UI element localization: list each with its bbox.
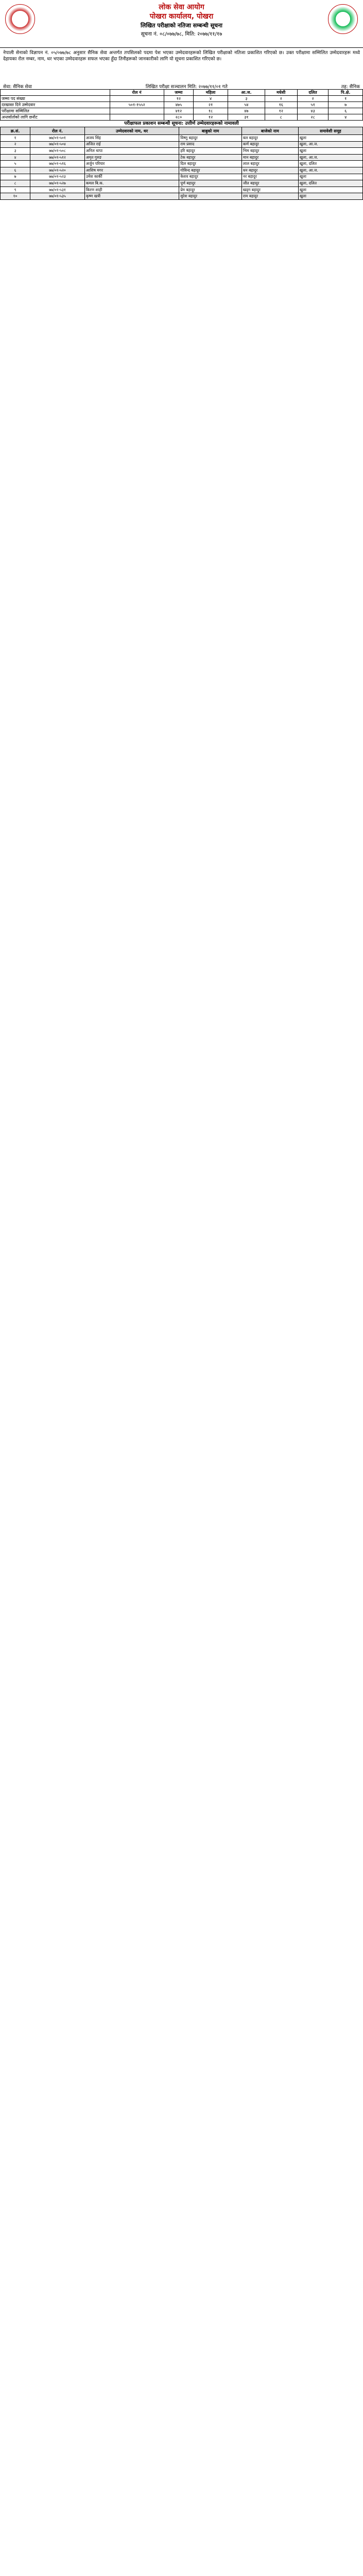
summary-cell <box>110 108 164 114</box>
notice-title: लिखित परीक्षाको नतिजा सम्बन्धी सूचना <box>141 22 222 29</box>
summary-cell: १२ <box>194 114 228 121</box>
office-name: पोखरा कार्यालय, पोखरा <box>149 12 214 21</box>
summary-cell: १८ <box>194 108 228 114</box>
result-cell: ८ <box>1 180 30 187</box>
result-row <box>1 187 363 193</box>
summary-header-cell: पि.क्षे. <box>329 90 363 96</box>
summary-header-cell: दलित <box>297 90 329 96</box>
result-cell: मान बहादुर <box>241 154 298 161</box>
result-cell: खुला, आ.ज. <box>298 141 362 148</box>
summary-cell: ४ <box>329 114 363 121</box>
summary-cell: ५०१-१५५२ <box>110 102 164 108</box>
result-cell: २ <box>1 141 30 148</box>
summary-cell <box>110 96 164 102</box>
org-name: लोक सेवा आयोग <box>159 3 204 11</box>
summary-header-cell: जम्मा <box>164 90 193 96</box>
summary-cell: ५१ <box>297 102 329 108</box>
result-cell: टेक बहादुर <box>179 154 242 161</box>
meta-exam-date: लिखित परीक्षा सञ्चालन मिति: २०७७/११/०१ गते <box>145 84 228 90</box>
summary-row <box>1 108 363 114</box>
result-cell: बल बहादुर <box>241 135 298 142</box>
result-cell: ७७/०१-५२० <box>30 167 85 174</box>
summary-cell: ८ <box>265 114 297 121</box>
result-cell: प्रेम बहादुर <box>179 187 242 193</box>
result-cell: उमेश कार्की <box>84 174 179 180</box>
result-cell: भिम बहादुर <box>241 148 298 155</box>
summary-cell: २१ <box>194 102 228 108</box>
result-cell: खुला <box>298 148 362 155</box>
summary-header-cell: मधेशी <box>265 90 297 96</box>
result-cell: खुला, दलित <box>298 161 362 167</box>
result-cell: खुला, आ.ज. <box>298 154 362 161</box>
summary-cell: ६ <box>329 108 363 114</box>
summary-cell: अन्तर्वार्ताको लागि छनौट <box>1 114 110 121</box>
summary-cell: १६ <box>265 102 297 108</box>
summary-cell: ३१ <box>228 114 265 121</box>
result-cell: ७७/०१-५२३ <box>30 174 85 180</box>
summary-cell: ४१२ <box>164 108 193 114</box>
result-cell: ७७/०१-५३५ <box>30 193 85 200</box>
result-row <box>1 135 363 142</box>
result-cell: हरि बहादुर <box>179 148 242 155</box>
result-cell: राम प्रसाद <box>179 141 242 148</box>
summary-cell: ४७ <box>228 108 265 114</box>
result-header-cell: रोल नं. <box>30 127 85 135</box>
result-cell: ५ <box>1 161 30 167</box>
result-row <box>1 154 363 161</box>
result-cell: किरण शाही <box>84 187 179 193</box>
summary-cell: ४ <box>194 96 228 102</box>
summary-cell: दरखास्त दिने उम्मेदवार <box>1 102 110 108</box>
summary-row <box>1 114 363 121</box>
result-cell: ७७/०१-५२७ <box>30 180 85 187</box>
meta-line <box>0 83 363 89</box>
summary-cell: ७ <box>329 102 363 108</box>
summary-header-cell: रोल नं <box>110 90 164 96</box>
result-cell: ६ <box>1 167 30 174</box>
result-header-cell: क्र.सं. <box>1 127 30 135</box>
summary-cell: १२ <box>265 108 297 114</box>
result-cell: लाल बहादुर <box>241 161 298 167</box>
result-cell: दिल बहादुर <box>179 161 242 167</box>
result-row <box>1 193 363 200</box>
summary-cell: २८ <box>297 114 329 121</box>
notice-header <box>0 0 363 48</box>
result-cell: धन बहादुर <box>241 167 298 174</box>
result-cell: ४ <box>1 154 30 161</box>
result-cell: ७७/०१-५०१ <box>30 135 85 142</box>
result-cell: ७७/०१-५१६ <box>30 161 85 167</box>
summary-cell: २८० <box>164 114 193 121</box>
result-cell: खुला <box>298 187 362 193</box>
result-cell: ७७/०१-५१२ <box>30 154 85 161</box>
result-cell: कमल बि.क. <box>84 180 179 187</box>
result-cell: नर बहादुर <box>241 174 298 180</box>
result-cell: १ <box>1 135 30 142</box>
result-cell: अमृत गुरुङ <box>84 154 179 161</box>
summary-cell: ४७५ <box>164 102 193 108</box>
result-cell: १० <box>1 193 30 200</box>
summary-row <box>1 96 363 102</box>
result-cell: ९ <box>1 187 30 193</box>
result-cell: अजय सिंह <box>84 135 179 142</box>
result-cell: ७७/०१-५०८ <box>30 148 85 155</box>
result-cell: खुला <box>298 135 362 142</box>
summary-cell <box>110 114 164 121</box>
result-cell: ७७/०१-५३१ <box>30 187 85 193</box>
result-cell: ७७/०१-५०४ <box>30 141 85 148</box>
summary-cell: १२ <box>164 96 193 102</box>
result-row <box>1 148 363 155</box>
result-row <box>1 180 363 187</box>
result-row <box>1 167 363 174</box>
summary-header-cell: आ.ज. <box>228 90 265 96</box>
summary-cell: २ <box>265 96 297 102</box>
result-cell: कर्ण बहादुर <box>241 141 298 148</box>
summary-cell: जम्मा पद संख्या <box>1 96 110 102</box>
intro-paragraph: नेपाली सेनाको विज्ञापन नं. ०५/०७७/७८ अनुसार सैनिक सेवा अन्तर्गत तपसिलको पदमा पेश भएका उम्मेदवारहरूको लिखित परीक्षाको नतिजा प्रकाशित गरिएको छ। उक्त परीक्षामा सम्मिलित उम्मेदवारहरू मध्ये देहायका रोल नम्बर, नाम, थर भएका उम्मेदवारहरू सफल भएका हुँदा तिनीहरूको जानकारीको लागि यो सूचना प्रकाशित गरिएको छ। <box>3 50 360 62</box>
result-cell: विष्णु बहादुर <box>179 135 242 142</box>
summary-cell: २ <box>297 96 329 102</box>
result-cell: जीत बहादुर <box>241 180 298 187</box>
summary-cell: परीक्षामा सम्मिलित <box>1 108 110 114</box>
summary-cell: ३ <box>228 96 265 102</box>
result-cell: कृष्ण खत्री <box>84 193 179 200</box>
result-cell: केशव बहादुर <box>179 174 242 180</box>
result-cell: अर्जुन परियार <box>84 161 179 167</box>
result-header-cell: समावेशी समूह <box>298 127 362 135</box>
result-cell: पूर्ण बहादुर <box>179 180 242 187</box>
notice-ref: सूचना नं. ०८/०७७/७८, मिति: २०७७/११/१७ <box>141 31 222 37</box>
result-cell: खुला, आ.ज. <box>298 167 362 174</box>
result-cell: अजित राई <box>84 141 179 148</box>
result-cell: खड्ग बहादुर <box>241 187 298 193</box>
meta-service: सेवा: सैनिक सेवा <box>3 84 32 90</box>
summary-cell: १ <box>329 96 363 102</box>
result-row <box>1 161 363 167</box>
result-cell: राम बहादुर <box>241 193 298 200</box>
result-cell: सुरेश बहादुर <box>179 193 242 200</box>
summary-table <box>0 89 363 121</box>
summary-row <box>1 102 363 108</box>
results-table <box>0 127 363 200</box>
result-cell: आशिष मगर <box>84 167 179 174</box>
result-cell: खुला, दलित <box>298 180 362 187</box>
result-cell: ७ <box>1 174 30 180</box>
result-row <box>1 174 363 180</box>
result-cell: अनिल थापा <box>84 148 179 155</box>
result-header-cell: बाजेको नाम <box>241 127 298 135</box>
result-cell: खुला <box>298 174 362 180</box>
result-cell: गोविन्द बहादुर <box>179 167 242 174</box>
summary-cell: ५४ <box>228 102 265 108</box>
summary-cell: ४३ <box>297 108 329 114</box>
meta-level: तह: सैनिक <box>341 84 360 90</box>
summary-header-cell: महिला <box>194 90 228 96</box>
result-header-cell: बाबुको नाम <box>179 127 242 135</box>
result-cell: खुला <box>298 193 362 200</box>
results-title: परीक्षाफल प्रकाशन सम्बन्धी सूचना: उत्तीर्ण उम्मेदवारहरूको नामावली <box>124 121 239 126</box>
result-row <box>1 141 363 148</box>
result-cell: ३ <box>1 148 30 155</box>
result-header-cell: उम्मेदवारको नाम, थर <box>84 127 179 135</box>
summary-header-cell <box>1 90 110 96</box>
